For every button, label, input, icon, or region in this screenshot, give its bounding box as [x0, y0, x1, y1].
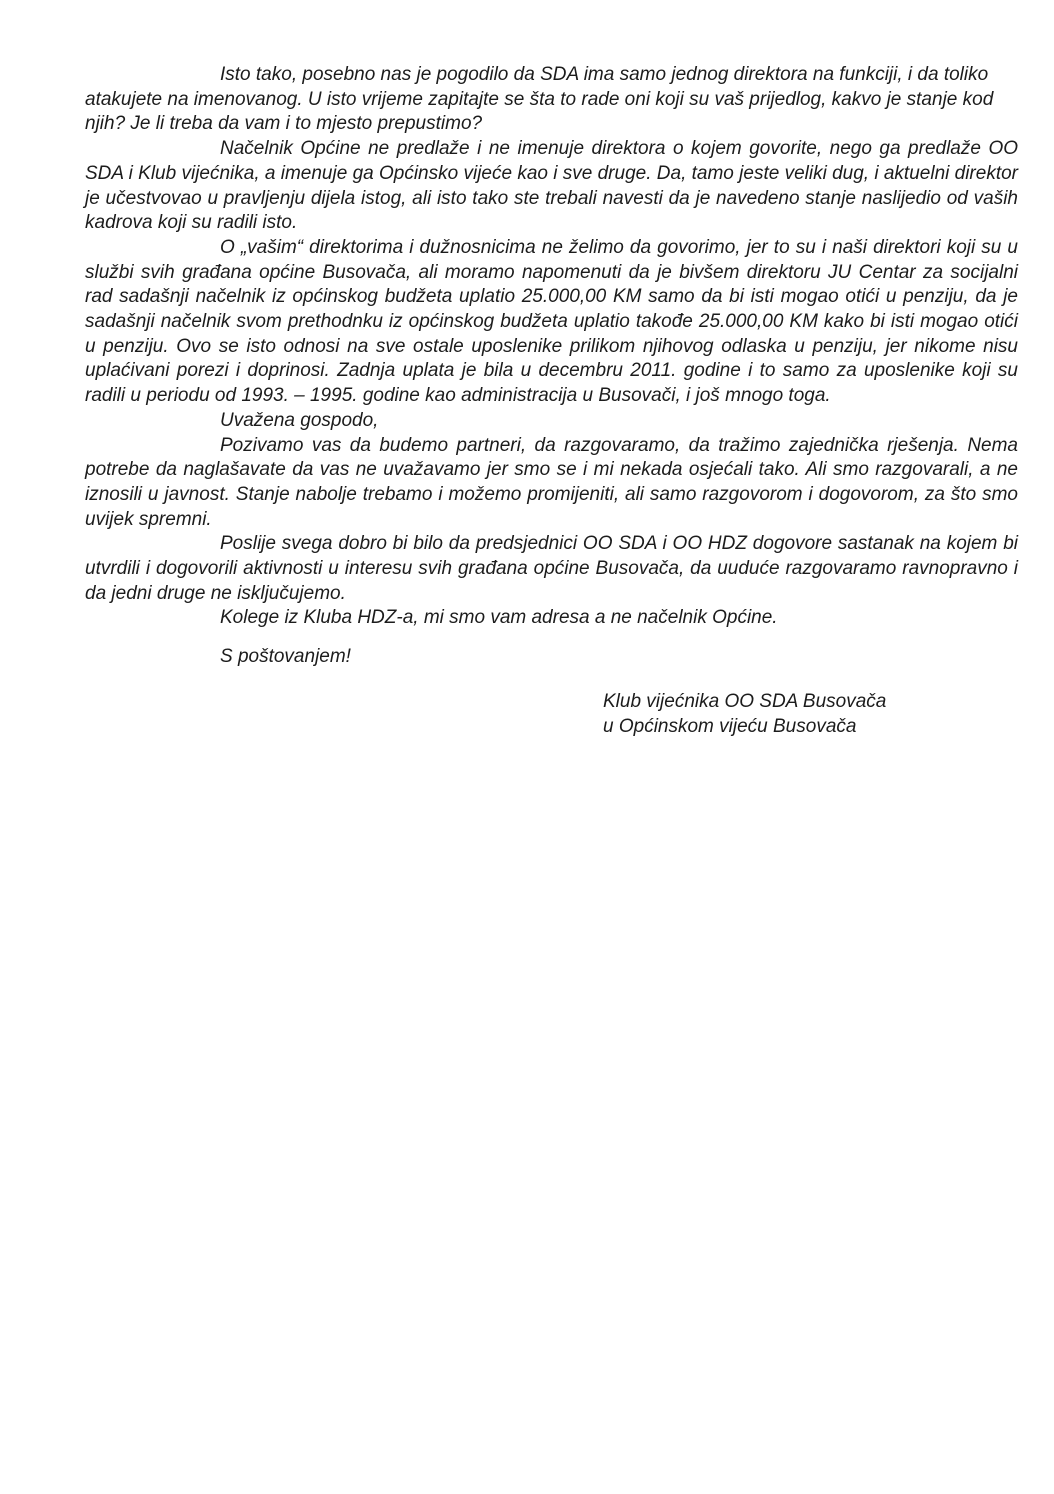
paragraph-3: O „vašim“ direktorima i dužnosnicima ne želimo da govorimo, jer to su i naši direktori koji su u službi svih građana općine Busovača, ali moramo napomenuti da je bivšem direktoru JU Centar za socijalni rad sadašnji načelnik iz općinskog budžeta uplatio 25.000,00 KM samo da bi isti mogao otići u penziju, da je sadašnji načelnik svom prethodnku iz općinskog budžeta uplatio takođe 25.000,00 KM kako bi isti mogao otići u penziju. Ovo se isto odnosi na sve ostale uposlenike prilikom njihovog odlaska u penziju, jer nikome nisu uplaćivani porezi i doprinosi. Zadnja uplata je bila u decembru 2011. godine i to samo za uposlenike koji su radili u periodu od 1993. – 1995. godine kao administracija u Busovači, i još mnogo toga.: [85, 236, 1018, 407]
closing-salutation: S poštovanjem!: [220, 646, 351, 668]
signature-block: [85, 690, 1018, 739]
salutation-line: Uvažena gospodo,: [220, 409, 379, 431]
signature-line-1: Klub vijećnika OO SDA Busovača: [603, 690, 887, 712]
paragraph-6: Poslije svega dobro bi bilo da predsjednici OO SDA i OO HDZ dogovore sastanak na kojem bi utvrdili i dogovorili aktivnosti u interesu svih građana općine Busovača, da uuduće razgovaramo ravnopravno i da jedni druge ne isključujemo.: [85, 533, 1018, 604]
paragraph-1: Isto tako, posebno nas je pogodilo da SDA ima samo jednog direktora na funkciji, i da toliko atakujete na imenovanog. U isto vrijeme zapitajte se šta to rade oni koji su vaš prijedlog, kakvo je stanje kod njih? Je li treba da vam i to mjesto prepustimo?: [85, 64, 994, 135]
signature-line-2: u Općinskom vijeću Busovača: [603, 715, 857, 737]
paragraph-5: Pozivamo vas da budemo partneri, da razgovaramo, da tražimo zajednička rješenja. Nema potrebe da naglašavate da vas ne uvažavamo jer smo se i mi nekada osjećali tako. Ali smo razgovarali, a ne iznosili u javnost. Stanje nabolje trebamo i možemo promijeniti, ali samo razgovorom i dogovorom, za što smo uvijek spremni.: [85, 434, 1018, 530]
paragraph-7: Kolege iz Kluba HDZ-a, mi smo vam adresa a ne načelnik Općine.: [220, 607, 778, 629]
paragraph-2: Načelnik Općine ne predlaže i ne imenuje direktora o kojem govorite, nego ga predlaže OO SDA i Klub vijećnika, a imenuje ga Općinsko vijeće kao i sve druge. Da, tamo jeste veliki dug, i aktuelni direktor je učestvovao u pravljenju dijela istog, ali isto tako ste trebali navesti da je navedeno stanje naslijedio od vaših kadrova koji su radili isto.: [85, 138, 1018, 234]
